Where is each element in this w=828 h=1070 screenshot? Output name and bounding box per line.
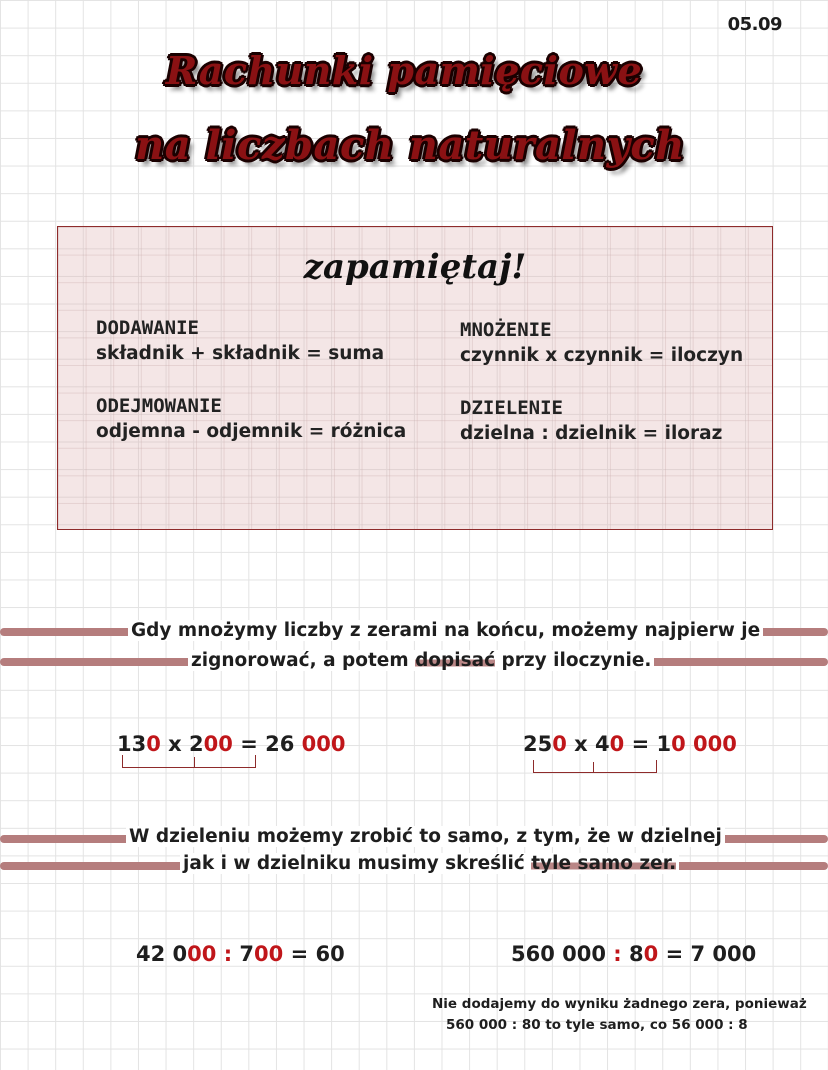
rule-text: jak i w dzielniku musimy skreślić — [183, 853, 532, 874]
eq-part: x — [160, 732, 190, 756]
eq-part: = 60 — [283, 942, 345, 966]
eq-part: x — [566, 732, 596, 756]
bracket-line — [122, 755, 256, 768]
eq-part: 2 — [189, 732, 204, 756]
multiplication-example-2 — [523, 732, 737, 756]
bracket-tick — [593, 762, 594, 772]
rule-text: zignorować, a potem — [191, 650, 416, 671]
eq-part: = 7 000 — [658, 942, 757, 966]
eq-zero: 0 — [146, 732, 161, 756]
eq-part: 560 000 — [511, 942, 606, 966]
eq-zero: 00 — [254, 942, 284, 966]
remember-box — [57, 226, 773, 530]
division-example-2 — [511, 942, 756, 966]
division-rule-line-1: W dzieleniu możemy zrobić to samo, z tym, że w dzielnej — [126, 826, 725, 847]
remember-heading: zapamiętaj! — [303, 247, 527, 287]
eq-zero: 00 — [187, 942, 217, 966]
subtraction-formula: odjemna - odjemnik = różnica — [96, 421, 407, 442]
division-heading: DZIELENIE — [460, 397, 563, 419]
page-title-line-1: Rachunki pamięciowe — [165, 48, 643, 93]
multiplication-heading: MNOŻENIE — [460, 319, 552, 341]
eq-zero: 00 — [203, 732, 233, 756]
subtraction-heading: ODEJMOWANIE — [96, 395, 222, 417]
eq-part: = — [232, 732, 266, 756]
multiplication-example-1 — [117, 732, 346, 756]
eq-part: 8 — [629, 942, 644, 966]
eq-part: : — [216, 942, 240, 966]
rule-text: przy iloczynie. — [495, 650, 652, 671]
eq-zero: 0 — [609, 732, 625, 756]
division-rule-line-2 — [180, 853, 679, 874]
addition-formula: składnik + składnik = suma — [96, 343, 385, 364]
bracket-line — [533, 760, 657, 773]
eq-part: 42 0 — [136, 942, 188, 966]
page-title-line-2: na liczbach naturalnych — [135, 122, 685, 169]
eq-part: 13 — [117, 732, 147, 756]
eq-part: 7 — [239, 942, 255, 966]
date-label: 05.09 — [727, 14, 782, 35]
eq-zero: 0 — [643, 942, 659, 966]
division-example-1 — [136, 942, 345, 966]
highlighted-phrase: tyle samo zer. — [531, 853, 677, 874]
eq-zero: 0 — [552, 732, 567, 756]
bracket-tick — [194, 757, 195, 767]
eq-part: 4 — [595, 732, 610, 756]
multiplication-rule-line-2 — [188, 650, 654, 671]
multiplication-rule-line-1: Gdy mnożymy liczby z zerami na końcu, możemy najpierw je — [128, 620, 763, 641]
eq-zero: 0 000 — [671, 732, 737, 756]
footnote-line-2: 560 000 : 80 to tyle samo, co 56 000 : 8 — [446, 1017, 748, 1033]
eq-part: : — [605, 942, 630, 966]
eq-part: 26 — [265, 732, 302, 756]
highlighted-word: dopisać — [415, 650, 496, 671]
eq-part: 1 — [656, 732, 672, 756]
division-formula: dzielna : dzielnik = iloraz — [460, 423, 723, 444]
eq-part: = — [624, 732, 657, 756]
eq-zero: 000 — [301, 732, 346, 756]
eq-part: 25 — [523, 732, 553, 756]
multiplication-formula: czynnik x czynnik = iloczyn — [460, 345, 744, 366]
addition-heading: DODAWANIE — [96, 317, 199, 339]
footnote-line-1: Nie dodajemy do wyniku żadnego zera, ponieważ — [432, 996, 807, 1012]
